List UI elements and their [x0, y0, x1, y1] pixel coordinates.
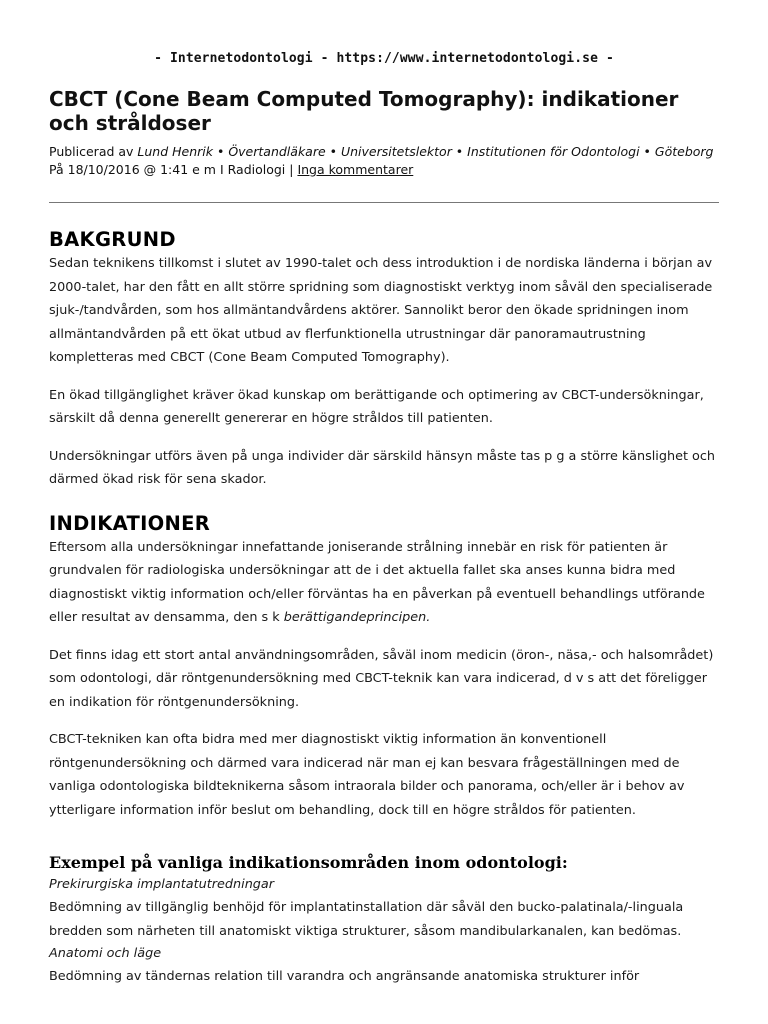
divider [49, 202, 719, 203]
paragraph: Bedömning av tändernas relation till varandra och angränsande anatomiska strukturer inför [49, 969, 640, 984]
paragraph: Undersökningar utförs även på unga individer där särskild hänsyn måste tas p g a större känslighet och därmed ökad risk för sena skador. [49, 448, 716, 487]
paragraph: Det finns idag ett stort antal användningsområden, såväl inom medicin (öron-, näsa,- och halsområdet) som odontologi, där röntgenundersökning med CBCT-teknik kan vara indicerad, d v s att det föreligger en indikation för röntgenundersökning. [49, 647, 714, 710]
byline-author: Lund Henrik • Övertandläkare • Universitetslektor • Institutionen för Odontologi • Göteborg [137, 144, 714, 159]
paragraph: Bedömning av tillgänglig benhöjd för implantatinstallation där såväl den bucko-palatinala/-linguala bredden som närheten till anatomiskt viktiga strukturer, såsom mandibularkanalen, kan bedömas. [49, 900, 684, 939]
site-header: - Internetodontologi - https://www.internetodontologi.se - [154, 51, 614, 66]
section-heading-bakgrund: BAKGRUND [49, 228, 176, 251]
subsection-heading-exempel: Exempel på vanliga indikationsområden inom odontologi: [49, 853, 568, 872]
comments-link[interactable]: Inga kommentarer [297, 162, 414, 177]
paragraph: CBCT-tekniken kan ofta bidra med mer diagnostiskt viktig information än konventionell röntgenundersökning och därmed vara indicerad när man ej kan besvara frågeställningen med de vanliga odontologiska bildteknikerna såsom intraorala bilder och panorama, och/eller är i behov av ytterligare information inför beslut om behandling, dock till en högre stråldos för patienten. [49, 732, 685, 818]
subheading-italic: Prekirurgiska implantatutredningar [49, 877, 275, 892]
subheading-italic: Anatomi och läge [49, 946, 162, 961]
paragraph-italic-term: berättigandeprincipen. [283, 610, 431, 625]
paragraph: Sedan teknikens tillkomst i slutet av 1990-talet och dess introduktion i de nordiska länderna i början av 2000-talet, har den fått en allt större spridning som diagnostiskt verktyg inom såväl den specialiserade sjuk-/tandvården, som hos allmäntandvårdens aktörer. Sannolikt beror den ökade spridningen inom allmäntandvården på ett ökat utbud av flerfunktionella utrustningar där panoramautrustning kompletteras med CBCT (Cone Beam Computed Tomography). [49, 256, 713, 365]
page-title: CBCT (Cone Beam Computed Tomography): indikationer och stråldoser [49, 87, 679, 135]
section-heading-indikationer: INDIKATIONER [49, 511, 211, 535]
byline-date: På 18/10/2016 @ 1:41 e m I Radiologi | [49, 162, 298, 177]
article-page [49, 0, 719, 989]
paragraph: En ökad tillgänglighet kräver ökad kunskap om berättigande och optimering av CBCT-undersökningar, särskilt då denna generellt genererar en högre stråldos till patienten. [49, 387, 704, 426]
byline-prefix: Publicerad av [49, 144, 138, 159]
paragraph [49, 536, 719, 630]
paragraph-text: Eftersom alla undersökningar innefattande joniserande strålning innebär en risk för patienten är grundvalen för radiologiska undersökningar att de i det aktuella fallet ska anses kunna bidra med diagnostiskt viktig information och/eller förväntas ha en påverkan på eventuell behandlings utförande eller resultat av densamma, den s k [49, 539, 705, 625]
byline [49, 143, 719, 179]
